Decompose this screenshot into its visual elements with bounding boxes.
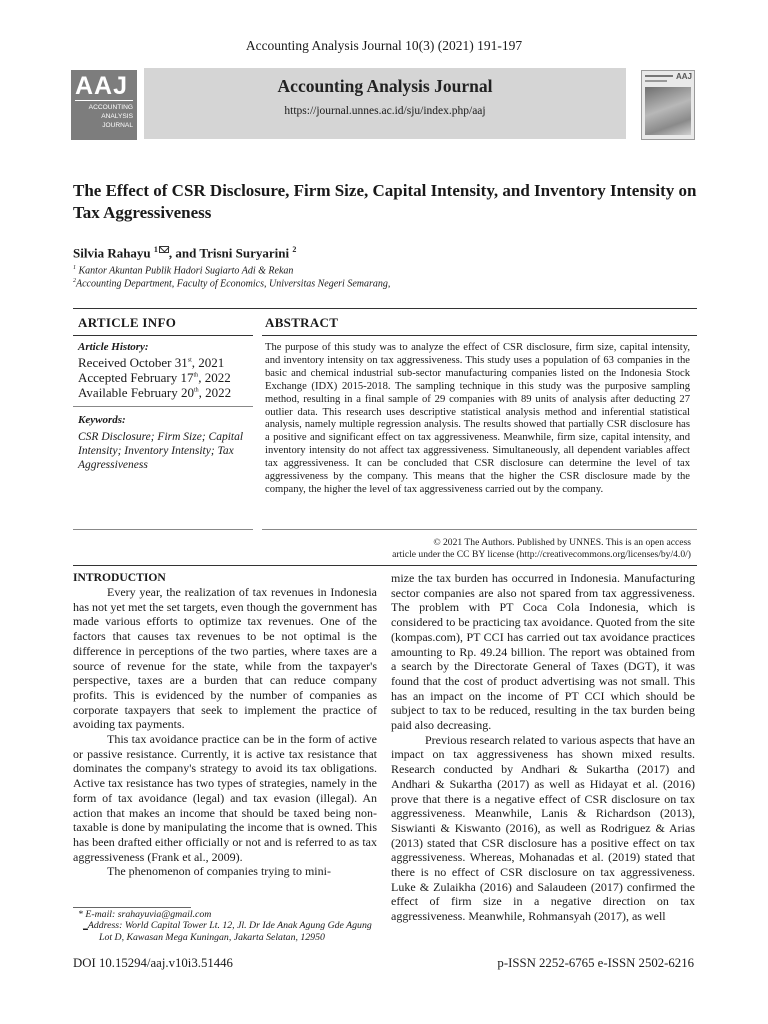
copyright-line-1: © 2021 The Authors. Published by UNNES. This is an open access [433, 537, 691, 548]
paragraph: Previous research related to various aspects that have an impact on tax aggressiveness has shown mixed results. Research conducted by Andhari & Sukartha (2017) and Andhari & Sukartha (2017) as well as Hidayat et al. (2016) prove that there is a negative effect of CSR disclosure on tax aggressiveness. Meanwhile, Lanis & Richardson (2013), Siswianti & Kiswanto (2016), as well as Rodriguez & Arias (2013) stated that CSR disclosure has a positive effect on tax aggressiveness. Whereas, Mohanadas et al. (2019) stated that there is no effect of CSR disclosure on tax aggressiveness. Luke & Zulaikha (2016) and Salaudeen (2017) confirmed the effect of firm size in a negative direction on tax aggressiveness. Meanwhile, Rohmansyah (2017), as well [391, 732, 695, 924]
paragraph: The phenomenon of companies trying to mini- [107, 864, 331, 879]
abstract-heading: ABSTRACT [265, 315, 339, 330]
author-2-affil: 2 [292, 245, 297, 254]
paragraph: Every year, the realization of tax revenues in Indonesia has not yet met the set targets, even though the government has made various efforts to optimize tax revenues. One of the factors that causes tax revenues to be not optimal is the difference in perceptions of the two parties, where taxes are a source of revenue for the state, while from the taxpayer's perspective, taxes are a burden that can reduce company profits. This is evidenced by the number of companies as corporate taxpayers that seek to implement the practice of avoiding tax payments. [73, 585, 377, 732]
author-1: Silvia Rahayu [73, 245, 151, 261]
author-2: Trisni Suryarini [199, 245, 290, 261]
logo-line-3: JOURNAL [102, 122, 133, 129]
paragraph: This tax avoidance practice can be in the form of active or passive resistance. Currently, it is active tax resistance that dominates the company's strategy to avoid its tax obligations. Active tax resistance has two types of strategies, namely in the form of tax avoidance (legal) and tax evasion (illegal). An action that makes an income that should be taxed being non-taxable is done by manipulating the income that is owned. This has been drafted either officially or not and is referred to as tax aggressiveness (Frank et al., 2009). [73, 732, 377, 864]
logo-subtitle [89, 103, 133, 130]
author-separator: , and [168, 245, 200, 261]
accepted-year: , 2022 [198, 370, 231, 385]
paper-title: The Effect of CSR Disclosure, Firm Size, Capital Intensity, and Inventory Intensity on Tax Aggressiveness [73, 181, 697, 222]
available-year: , 2022 [198, 385, 232, 400]
affiliation-1-text: Kantor Akuntan Publik Hadori Sugiarto Adi & Rekan [78, 265, 294, 277]
article-history-label: Article History: [78, 341, 149, 353]
cover-stripe [645, 75, 673, 77]
journal-logo [71, 70, 137, 140]
available-text: Available February 20 [78, 385, 194, 400]
author-1-affil: 1 [153, 245, 158, 254]
keywords: CSR Disclosure; Firm Size; Capital Intensity; Inventory Intensity; Tax Aggressiveness [78, 431, 244, 471]
affiliation-1 [73, 265, 293, 276]
available-sup: th [194, 387, 199, 394]
paragraph: mize the tax burden has occurred in Indonesia. Manufacturing sector companies are also not spared from tax aggressiveness. The problem with PT Coca Cola Indonesia, which is considered to be practicing tax avoidance. Quoted from the site (kompas.com), PT CCI has carried out tax avoidance practices amounting to Rp. 49.24 billion. The report was obtained from a search by the Directorate General of Taxes (DGT), it was found that the cost of product advertising was not small. This has an impact on the income of PT CCI which should be subject to tax to be reduced, resulting in the tax burden being paid also decreasing. [391, 571, 695, 733]
footnote-email: * E-mail: srahayuvia@gmail.com [78, 909, 212, 920]
received-text: Received October 31 [78, 355, 188, 370]
logo-divider [75, 100, 133, 101]
journal-url[interactable]: https://journal.unnes.ac.id/sju/index.php/aaj [284, 105, 486, 117]
affiliation-1-mark: 1 [73, 265, 76, 271]
affiliation-2 [73, 278, 390, 289]
right-column [391, 571, 695, 924]
footnote [78, 909, 378, 943]
received-year: , 2021 [191, 355, 225, 370]
logo-line-1: ACCOUNTING [88, 104, 133, 111]
affiliation-2-mark: 2 [73, 278, 76, 284]
footnote-rule [73, 907, 191, 908]
top-rule [73, 308, 697, 309]
affiliation-2-text: Accounting Department, Faculty of Economics, Universitas Negeri Semarang, [76, 278, 391, 290]
body-top-rule [73, 565, 697, 566]
accepted-date [78, 370, 231, 386]
info-bottom-rule [73, 529, 253, 530]
footnote-address-text: Address: World Capital Tower Lt. 12, Jl. Dr Ide Anak Agung Gde Agung Lot D, Kawasan Mega Kuningan, Jakarta Selatan, 12950 [87, 920, 372, 943]
journal-name: Accounting Analysis Journal [277, 76, 493, 96]
received-date [78, 355, 224, 371]
footnote-address-mark: _ [83, 920, 88, 932]
cover-stripe [645, 80, 667, 82]
doi[interactable]: DOI 10.15294/aaj.v10i3.51446 [73, 956, 233, 970]
mail-icon [159, 246, 169, 253]
author-line [73, 245, 296, 261]
abstract-bottom-rule [262, 529, 697, 530]
available-date [78, 385, 231, 401]
introduction-heading: INTRODUCTION [73, 571, 166, 584]
article-info-rule [73, 335, 253, 336]
logo-line-2: ANALYSIS [101, 113, 133, 120]
accepted-text: Accepted February 17 [78, 370, 194, 385]
info-divider [73, 406, 253, 407]
keywords-label: Keywords: [78, 414, 126, 426]
cover-photo [645, 87, 691, 135]
article-info-heading: ARTICLE INFO [78, 315, 177, 330]
accepted-sup: th [193, 372, 199, 379]
abstract-rule [262, 335, 697, 336]
left-column [73, 585, 377, 879]
journal-cover-image [641, 70, 695, 140]
cover-tag: AAJ [675, 72, 692, 81]
received-sup: st [187, 357, 192, 364]
abstract-text: The purpose of this study was to analyze the effect of CSR disclosure, firm size, capital intensity, and inventory intensity on tax aggressiveness. This study uses a population of 63 companies in the basic and chemical industrial sub-sector manufacturing companies listed on the Indonesia Stock Exchange (IDX) 2015-2018. The sampling technique in this study was the purposive sampling method, resulting in a final sample of 29 companies with 89 units of analysis after deducting 27 outlier data. This research uses descriptive statistical analysis method and inferential statistical analysis, namely multiple regression analysis. The results showed that partially CSR disclosure has a positive and significant effect on tax aggressiveness. Meanwhile, firm size, capital intensity, and inventory intensity do not affect tax aggressiveness. Simultaneously, all dependent variables affect tax aggressiveness. It can be concluded that CSR disclosure can determine the level of tax aggressiveness by the company. This means that the higher the CSR disclosure made by the company, the higher the level of tax aggressiveness carried out by the company. [265, 342, 690, 495]
footnote-address [78, 920, 378, 943]
issn: p-ISSN 2252-6765 e-ISSN 2502-6216 [497, 956, 694, 970]
running-head: Accounting Analysis Journal 10(3) (2021) 191-197 [245, 38, 523, 53]
copyright-line-2[interactable]: article under the CC BY license (http://creativecommons.org/licenses/by/4.0/) [392, 549, 691, 560]
logo-acronym: AAJ [75, 72, 129, 100]
